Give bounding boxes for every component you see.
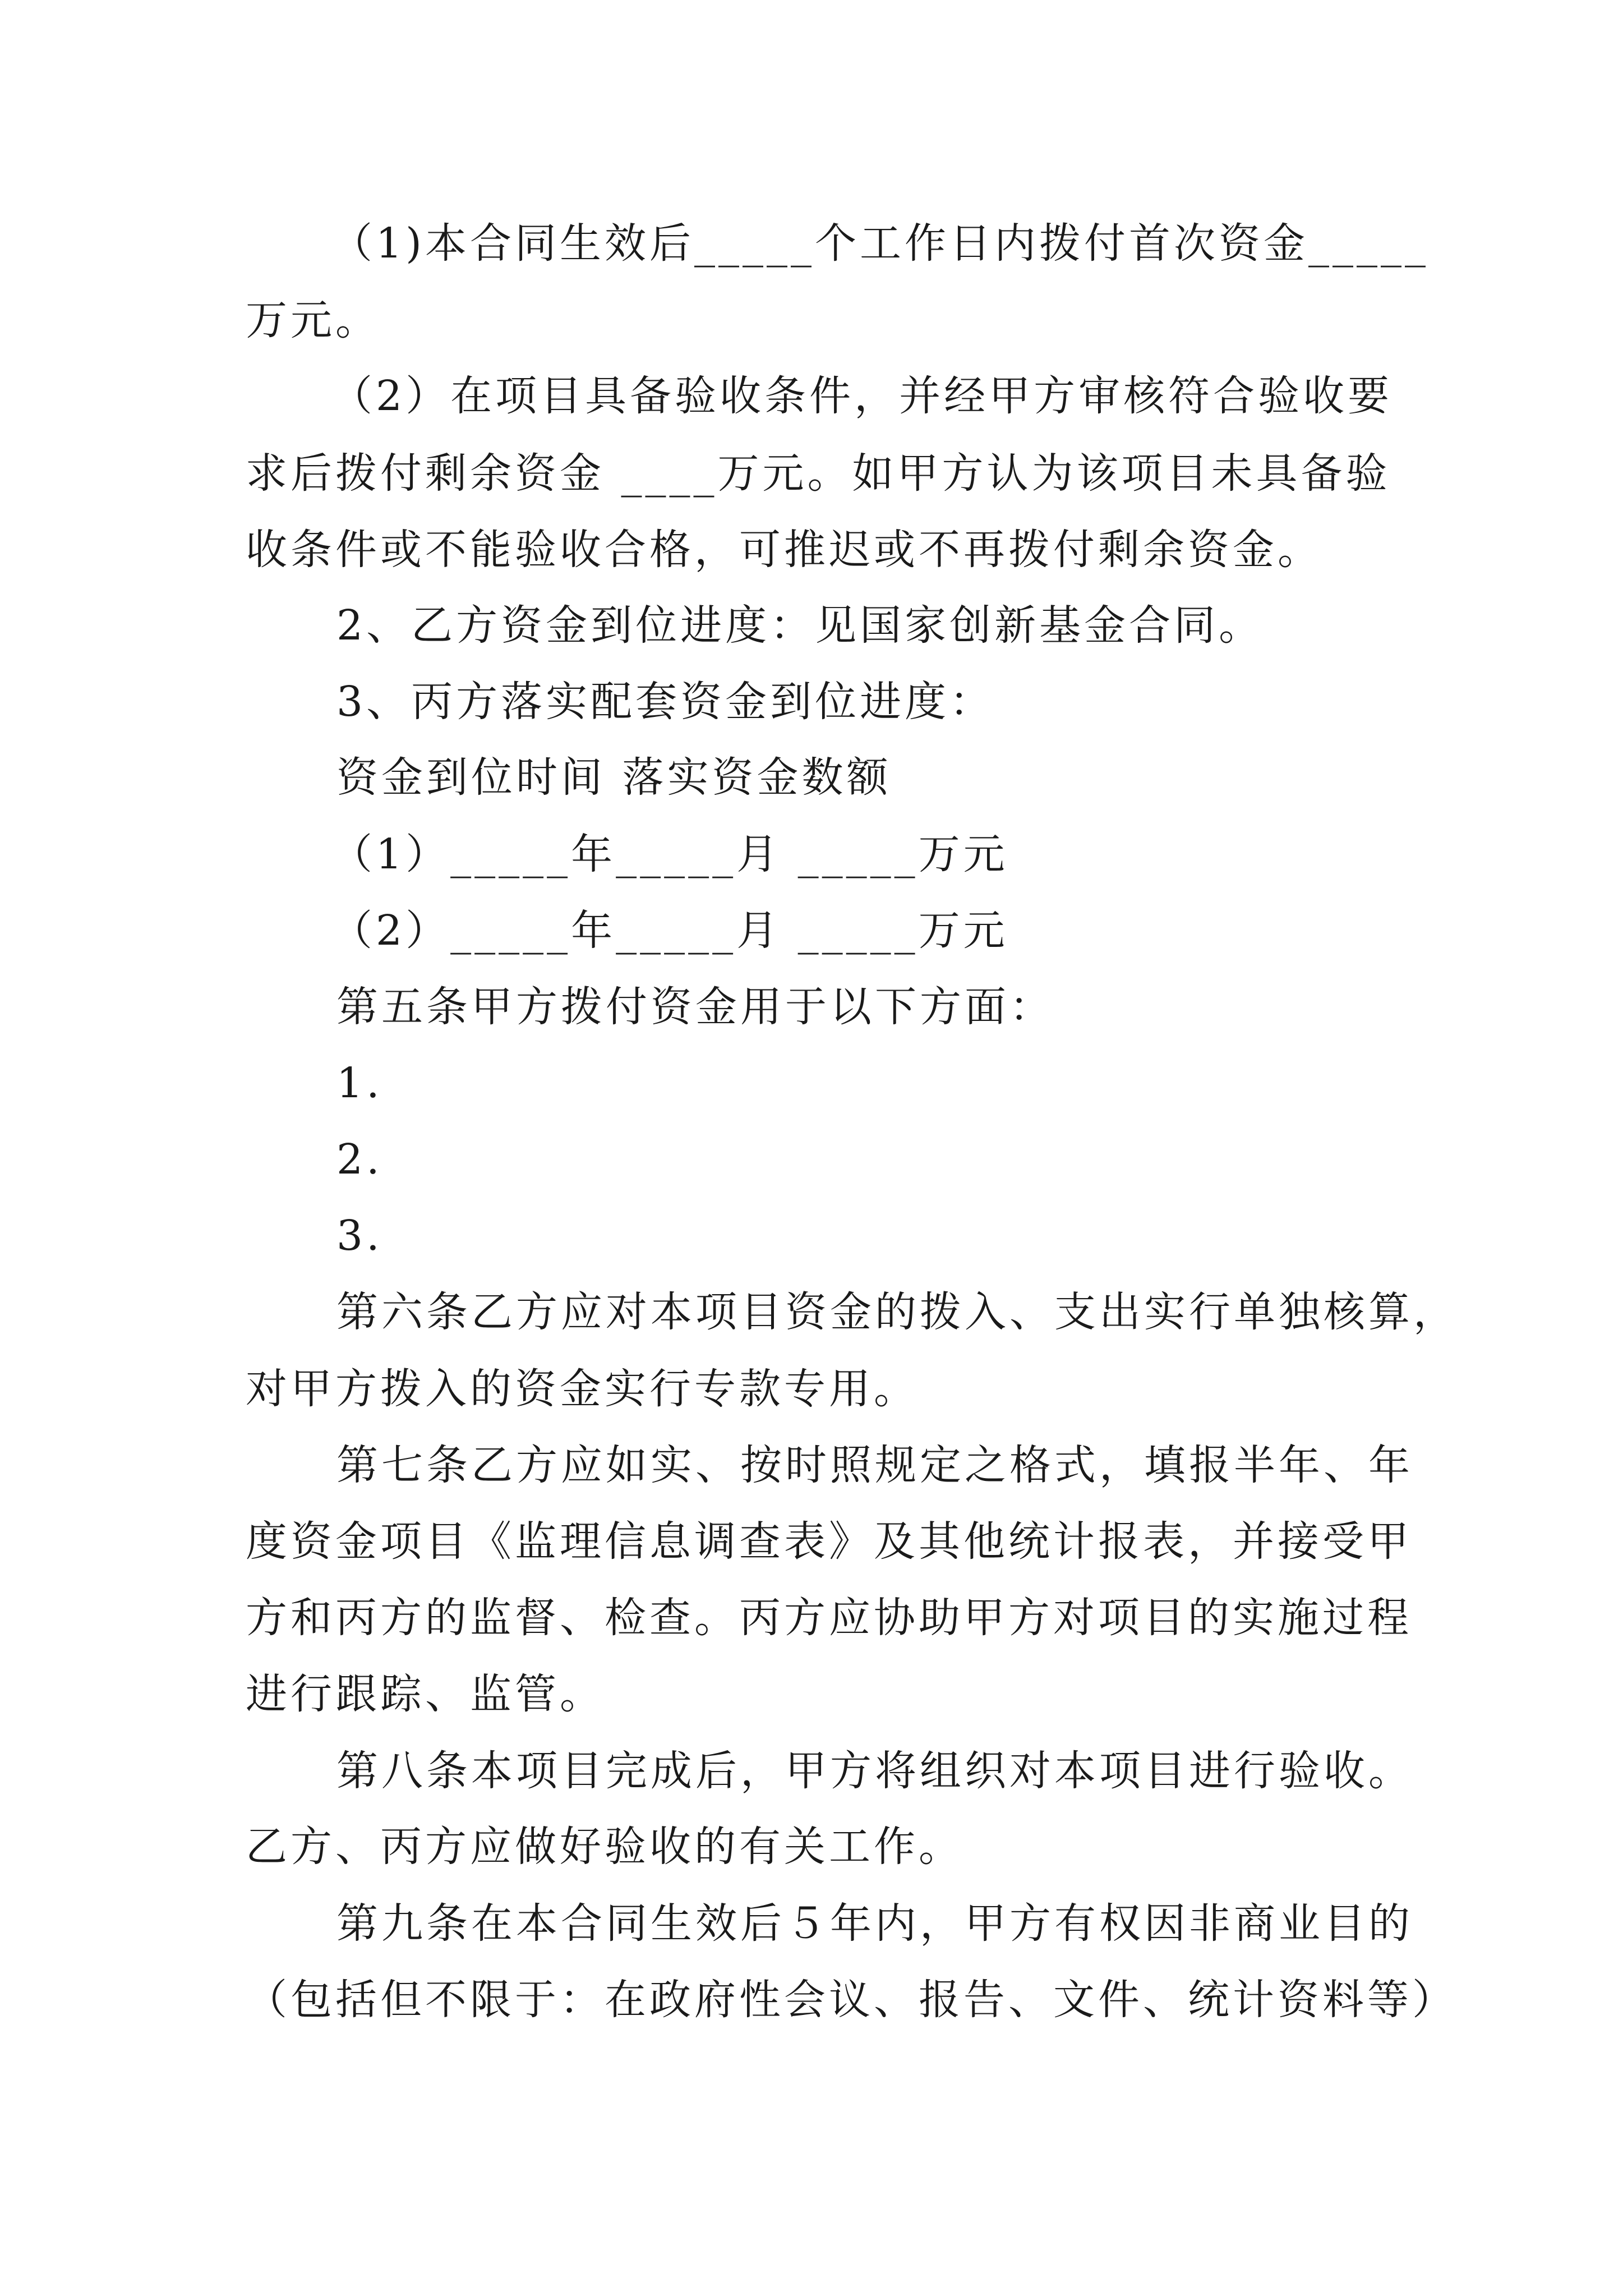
text-line: 第八条本项目完成后，甲方将组织对本项目进行验收。 [336, 1747, 1413, 1795]
text-line: 度资金项目《监理信息调查表》及其他统计报表，并接受甲 [246, 1517, 1412, 1566]
text-line: 求后拨付剩余资金 ____万元。如甲方认为该项目未具备验 [246, 449, 1391, 498]
text-line: 3. [336, 1212, 383, 1260]
text-line: 2. [336, 1135, 383, 1184]
text-line: 资金到位时间 落实资金数额 [336, 753, 892, 802]
text-line: 2、乙方资金到位进度：见国家创新基金合同。 [336, 601, 1264, 650]
text-line: （1)本合同生效后_____个工作日内拨付首次资金_____ [331, 219, 1429, 268]
text-line: （2）_____年_____月 _____万元 [331, 907, 1008, 955]
text-line: 第七条乙方应如实、按时照规定之格式，填报半年、年 [336, 1441, 1413, 1489]
text-line: （2）在项目具备验收条件，并经甲方审核符合验收要 [331, 372, 1393, 420]
text-line: 第九条在本合同生效后５年内，甲方有权因非商业目的 [336, 1899, 1413, 1948]
text-line: 1. [336, 1059, 383, 1107]
text-line: 方和丙方的监督、检查。丙方应协助甲方对项目的实施过程 [246, 1594, 1412, 1642]
text-line: 第五条甲方拨付资金用于以下方面： [336, 983, 1054, 1031]
text-line: 万元。 [246, 296, 380, 344]
text-line: （包括但不限于：在政府性会议、报告、文件、统计资料等） [246, 1976, 1457, 2024]
text-line: 进行跟踪、监管。 [246, 1670, 605, 1718]
text-line: 乙方、丙方应做好验收的有关工作。 [246, 1823, 963, 1871]
text-line: 对甲方拨入的资金实行专款专用。 [246, 1365, 919, 1413]
text-line: 收条件或不能验收合格，可推迟或不再拨付剩余资金。 [246, 526, 1322, 574]
text-line: 3、丙方落实配套资金到位进度： [336, 678, 995, 726]
text-line: 第六条乙方应对本项目资金的拨入、支出实行单独核算， [336, 1288, 1458, 1336]
text-line: （1）_____年_____月 _____万元 [331, 830, 1008, 878]
